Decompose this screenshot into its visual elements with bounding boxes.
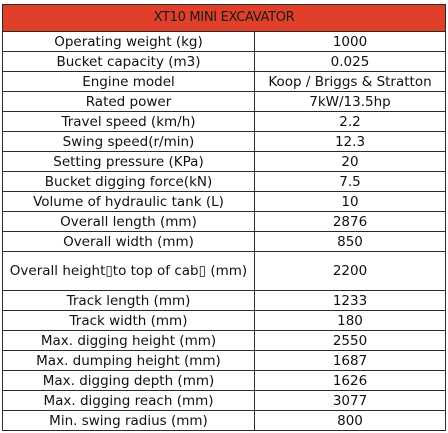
table-row <box>3 311 446 331</box>
spec-value: 1626 <box>255 371 446 391</box>
spec-value: 7.5 <box>255 172 446 192</box>
table-row <box>3 32 446 52</box>
spec-value: 1233 <box>255 291 446 311</box>
spec-value: 2200 <box>255 252 446 291</box>
spec-value: 7kW/13.5hp <box>255 92 446 112</box>
table-row <box>3 112 446 132</box>
table-row <box>3 411 446 431</box>
spec-value: 1687 <box>255 351 446 371</box>
table-row <box>3 252 446 291</box>
table-row <box>3 371 446 391</box>
table-row <box>3 291 446 311</box>
spec-value: 2876 <box>255 212 446 232</box>
table-row <box>3 72 446 92</box>
table-row <box>3 331 446 351</box>
spec-label: Overall length (mm) <box>3 212 255 232</box>
spec-label: Track width (mm) <box>3 311 255 331</box>
spec-value: Koop / Briggs & Stratton <box>255 72 446 92</box>
spec-label: Max. dumping height (mm) <box>3 351 255 371</box>
spec-value: 10 <box>255 192 446 212</box>
spec-label: Volume of hydraulic tank (L) <box>3 192 255 212</box>
spec-label: Engine model <box>3 72 255 92</box>
spec-value: 2.2 <box>255 112 446 132</box>
spec-value: 800 <box>255 411 446 431</box>
spec-label: Overall width (mm) <box>3 232 255 252</box>
table-row <box>3 172 446 192</box>
spec-label: Track length (mm) <box>3 291 255 311</box>
spec-label: Max. digging reach (mm) <box>3 391 255 411</box>
spec-label: Max. digging height (mm) <box>3 331 255 351</box>
table-row <box>3 212 446 232</box>
spec-value: 2550 <box>255 331 446 351</box>
table-row <box>3 351 446 371</box>
spec-label: Swing speed(r/min) <box>3 132 255 152</box>
spec-value: 850 <box>255 232 446 252</box>
table-row <box>3 192 446 212</box>
spec-table <box>2 4 446 431</box>
table-row <box>3 152 446 172</box>
spec-value: 1000 <box>255 32 446 52</box>
spec-value: 3077 <box>255 391 446 411</box>
spec-value: 20 <box>255 152 446 172</box>
table-row <box>3 132 446 152</box>
spec-table-body <box>3 32 446 431</box>
spec-label: Operating weight (kg) <box>3 32 255 52</box>
spec-label: Travel speed (km/h) <box>3 112 255 132</box>
table-row <box>3 232 446 252</box>
spec-label: Max. digging depth (mm) <box>3 371 255 391</box>
table-title-row <box>3 5 446 32</box>
table-title: XT10 MINI EXCAVATOR <box>3 5 446 32</box>
table-row <box>3 52 446 72</box>
spec-label: Rated power <box>3 92 255 112</box>
table-row <box>3 92 446 112</box>
table-row <box>3 391 446 411</box>
spec-label: Overall height▯to top of cab▯ (mm) <box>3 252 255 291</box>
spec-label: Setting pressure (KPa) <box>3 152 255 172</box>
spec-value: 12.3 <box>255 132 446 152</box>
spec-label: Min. swing radius (mm) <box>3 411 255 431</box>
spec-label: Bucket digging force(kN) <box>3 172 255 192</box>
spec-value: 180 <box>255 311 446 331</box>
spec-label: Bucket capacity (m3) <box>3 52 255 72</box>
spec-value: 0.025 <box>255 52 446 72</box>
